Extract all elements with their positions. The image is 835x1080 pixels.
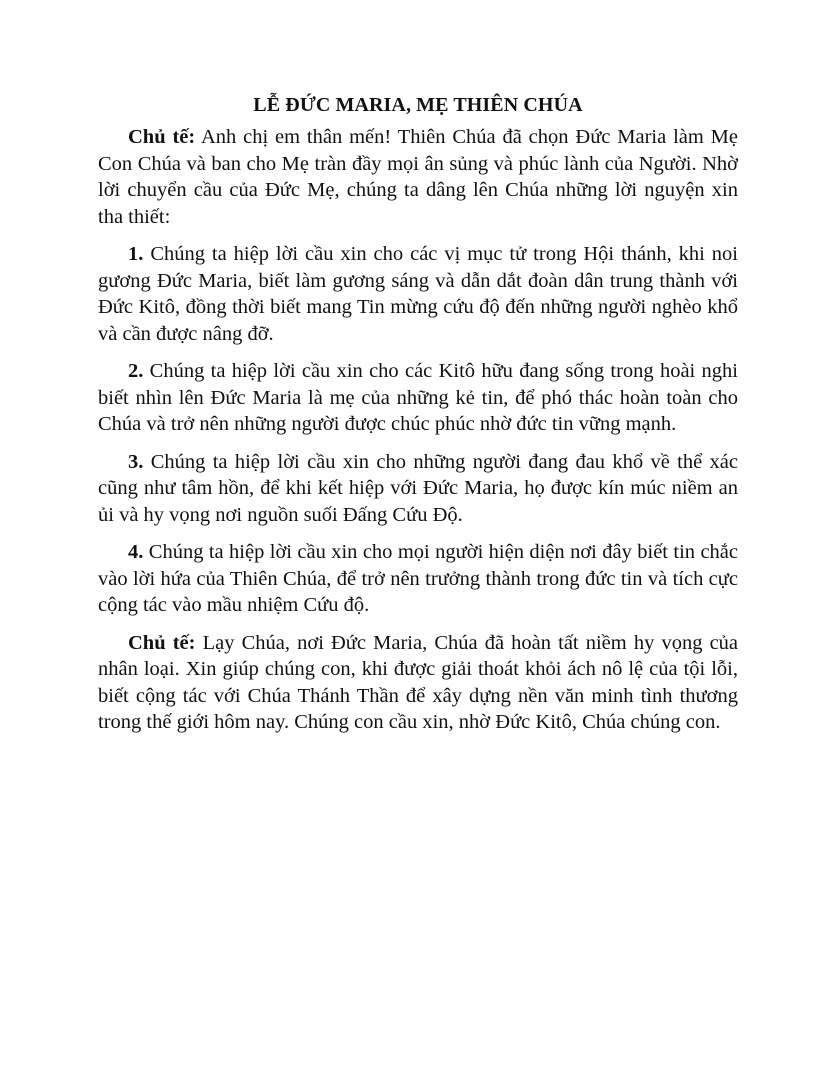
intention-3 (98, 449, 738, 529)
closing-speaker: Chủ tế: (128, 631, 196, 654)
intention-number: 2. (128, 360, 144, 382)
intention-text: Chúng ta hiệp lời cầu xin cho các vị mục tử trong Hội thánh, khi noi gương Đức Maria, biết làm gương sáng và dẫn dắt đoàn dân trung thành với Đức Kitô, đồng thời biết mang Tin mừng cứu độ đến những người nghèo khổ và cần được nâng đỡ. (98, 243, 738, 345)
intention-2 (98, 358, 738, 438)
document-page (98, 92, 738, 747)
intention-text: Chúng ta hiệp lời cầu xin cho những người đang đau khổ về thể xác cũng như tâm hồn, để khi kết hiệp với Đức Maria, họ được kín múc niềm an ủi và hy vọng nơi nguồn suối Đấng Cứu Độ. (98, 450, 738, 526)
intention-text: Chúng ta hiệp lời cầu xin cho các Kitô hữu đang sống trong hoài nghi biết nhìn lên Đức Maria là mẹ của những kẻ tin, để phó thác hoàn toàn cho Chúa và trở nên những người được chúc phúc nhờ đức tin vững mạnh. (98, 360, 738, 435)
intention-4 (98, 539, 738, 619)
closing-text: Lạy Chúa, nơi Đức Maria, Chúa đã hoàn tất niềm hy vọng của nhân loại. Xin giúp chúng con, khi được giải thoát khỏi ách nô lệ của tội lỗi, biết cộng tác với Chúa Thánh Thần để xây dựng nền văn minh tình thương trong thế giới hôm nay. Chúng con cầu xin, nhờ Đức Kitô, Chúa chúng con. (98, 631, 739, 733)
intention-text: Chúng ta hiệp lời cầu xin cho mọi người hiện diện nơi đây biết tin chắc vào lời hứa của Thiên Chúa, để trở nên trưởng thành trong đức tin và tích cực cộng tác vào mầu nhiệm Cứu độ. (98, 541, 738, 616)
intention-1 (98, 241, 738, 347)
intention-number: 1. (128, 243, 144, 265)
opening-paragraph (98, 124, 738, 230)
intention-number: 3. (128, 450, 144, 473)
page-title: LỄ ĐỨC MARIA, MẸ THIÊN CHÚA (253, 94, 583, 116)
closing-paragraph (98, 630, 738, 736)
opening-speaker: Chủ tế: (128, 126, 196, 148)
intention-number: 4. (128, 541, 144, 563)
opening-text: Anh chị em thân mến! Thiên Chúa đã chọn Đức Maria làm Mẹ Con Chúa và ban cho Mẹ tràn đầy mọi ân sủng và phúc lành của Người. Nhờ lời chuyển cầu của Đức Mẹ, chúng ta dâng lên Chúa những lời nguyện xin tha thiết: (98, 126, 738, 228)
